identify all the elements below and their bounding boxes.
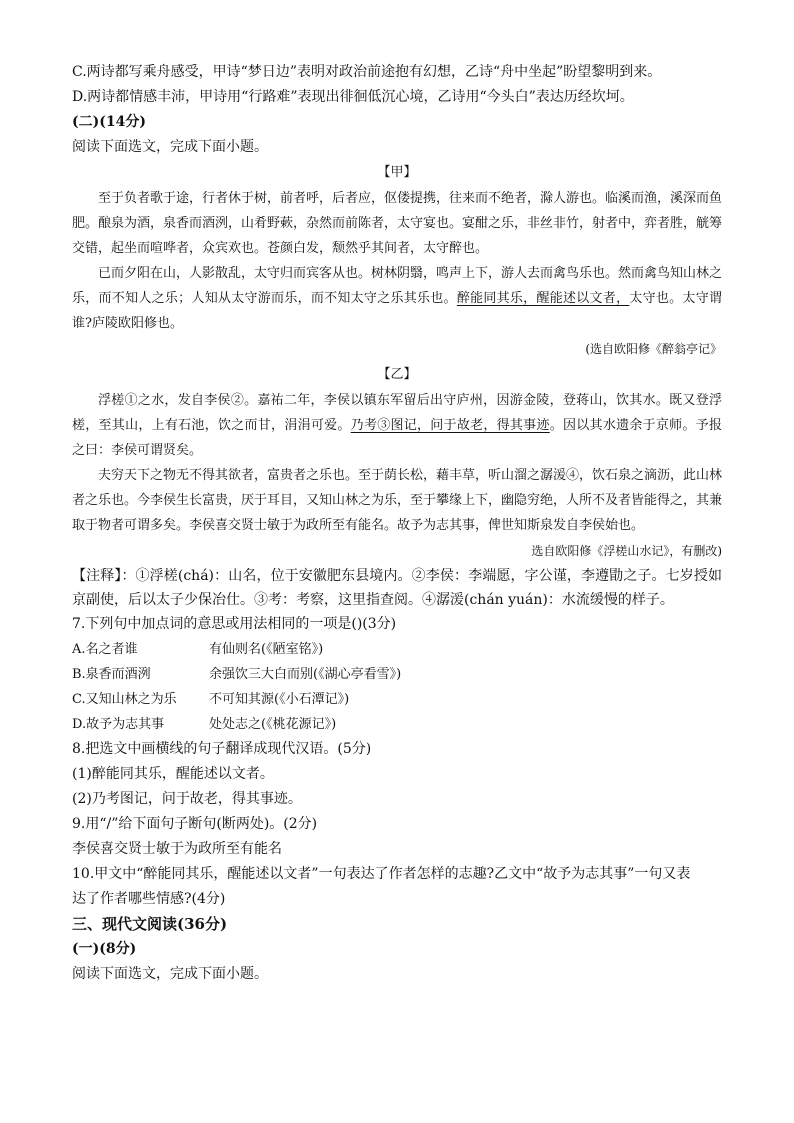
q7-option-d-right: 处处志之(《桃花源记》) (209, 717, 337, 732)
question-9-sentence: 李侯喜交贤士敏于为政所至有能名 (72, 841, 282, 857)
yi-source: 选自欧阳修《浮槎山水记》，有删改) (531, 544, 722, 558)
q7-option-c-left: C.又知山林之为乐 (72, 692, 177, 707)
question-10-line-2: 达了作者哪些情感?(4分) (72, 891, 226, 907)
question-7-stem: 7.下列句中加点词的意思或用法相同的一项是()(3分) (72, 616, 397, 632)
jia-p2-text-b: 太守也。太守谓谁?庐陵欧阳修也。 (72, 291, 722, 331)
question-10-line-1: 10.甲文中“醉能同其乐，醒能述以文者”一句表达了作者怎样的志趣?乙文中“故予为志其事”一句又表 (72, 866, 691, 882)
jia-label: 【甲】 (377, 165, 417, 180)
question-9-stem: 9.用“/”给下面句子断句(断两处)。(2分) (72, 816, 318, 832)
yi-underlined-sentence: 乃考③图记，问于故老，得其事迹 (350, 418, 550, 433)
q7-option-c (72, 687, 722, 712)
reading-instruction: 阅读下面选文，完成下面小题。 (72, 139, 268, 155)
yi-paragraph-1 (72, 388, 722, 463)
yi-p1-text-b: 。因以其水遗余于京师。予报之曰：李侯可谓贤矣。 (72, 418, 722, 458)
section-3-subheading: (一)(8分) (72, 941, 137, 957)
annotation-notes: 【注释】：①浮槎(chá)：山名，位于安徽肥东县境内。②李侯：李端愿，字公谨，李遵勖之子。七岁授如京副使，后以太子少保冶仕。③考：考察，这里指查阅。④潺湲(chán yuán)：水流缓慢的样子。 (72, 568, 722, 608)
yi-paragraph-2: 夫穷天下之物无不得其欲者，富贵者之乐也。至于荫长松，藉丰草，听山溜之潺湲④，饮石泉之滴沥，此山林者之乐也。今李侯生长富贵，厌于耳目，又知山林之为乐，至于攀缘上下，幽隐穷绝，人所不及者皆能得之，其兼取于物者可谓多矣。李侯喜交贤士敏于为政所至有能名。故予为志其事，俾世知斯泉发自李侯始也。 (72, 468, 723, 533)
yi-label: 【乙】 (377, 367, 417, 382)
reading-instruction-2: 阅读下面选文，完成下面小题。 (72, 966, 268, 982)
question-8-sentence-1: (1)醉能同其乐，醒能述以文者。 (72, 766, 274, 782)
option-c-line: C.两诗都写乘舟感受，甲诗“梦日边”表明对政治前途抱有幻想，乙诗“舟中坐起”盼望黎明到来。 (72, 64, 662, 80)
jia-source: (选自欧阳修《醉翁亭记》 (585, 342, 722, 356)
q7-option-a (72, 637, 722, 662)
q7-option-a-right: 有仙则名(《陋室铭》) (209, 642, 324, 657)
question-8-sentence-2: (2)乃考图记，问于故老，得其事迹。 (72, 791, 302, 807)
document-page (72, 60, 722, 987)
jia-paragraph-1: 至于负者歌于途，行者休于树，前者呼，后者应，伛偻提携，往来而不绝者，滁人游也。临溪而渔，溪深而鱼肥。酿泉为酒，泉香而酒洌，山肴野蔌，杂然而前陈者，太守宴也。宴酣之乐，非丝非竹，射者中，弈者胜，觥筹交错，起坐而喧哗者，众宾欢也。苍颜白发，颓然乎其间者，太守醉也。 (72, 191, 723, 256)
q7-option-a-left: A.名之者谁 (72, 642, 138, 657)
section-3-heading: 三、现代文阅读(36分) (72, 915, 228, 933)
jia-underlined-sentence: 醉能同其乐，醒能述以文者， (456, 291, 630, 306)
q7-option-b-right: 余强饮三大白而别(《湖心亭看雪》) (209, 667, 402, 682)
q7-option-b-left: B.泉香而酒洌 (72, 667, 151, 682)
question-8-stem: 8.把选文中画横线的句子翻译成现代汉语。(5分) (72, 741, 372, 757)
jia-p2-text-a: 已而夕阳在山，人影散乱，太守归而宾客从也。树林阴翳，鸣声上下，游人去而禽鸟乐也。然而禽鸟知山林之乐，而不知人之乐；人知从太守游而乐，而不知太守之乐其乐也。 (72, 266, 723, 306)
q7-option-b (72, 662, 722, 687)
section-2-heading: (二)(14分) (72, 114, 146, 130)
q7-option-c-right: 不可知其源(《小石潭记》) (209, 692, 350, 707)
q7-option-d-left: D.故予为志其事 (72, 717, 165, 732)
option-d-line: D.两诗都情感丰沛，甲诗用“行路难”表现出徘徊低沉心境，乙诗用“今头白”表达历经坎坷。 (72, 89, 634, 105)
jia-paragraph-2 (72, 261, 722, 336)
q7-option-d (72, 712, 722, 737)
yi-p1-text-a: 浮槎①之水，发自李侯②。嘉祐二年，李侯以镇东军留后出守庐州，因游金陵，登蒋山，饮其水。既又登浮槎，至其山，上有石池，饮之而甘，涓涓可爱。 (72, 393, 722, 433)
